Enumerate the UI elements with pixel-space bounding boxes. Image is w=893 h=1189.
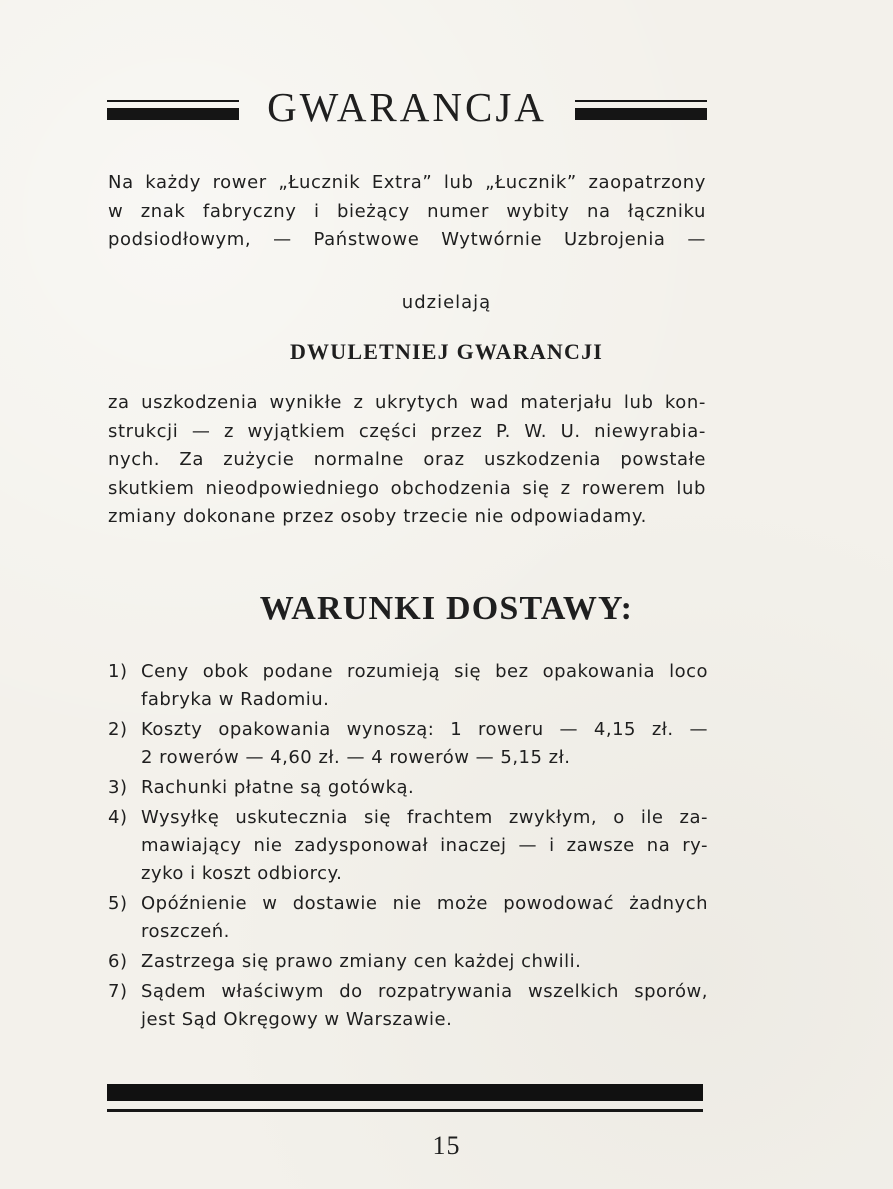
condition-number-7: 7) — [108, 981, 128, 1002]
condition-item-6 — [108, 948, 708, 976]
title-left-thin-rule — [107, 100, 239, 102]
warranty-line-1: za uszkodzenia wynikłe z ukrytych wad materjału lub kon- — [108, 392, 706, 413]
condition-number-6: 6) — [108, 951, 128, 972]
condition-number-1: 1) — [108, 661, 128, 682]
warranty-paragraph — [108, 389, 706, 531]
condition-2-line-1: Koszty opakowania wynoszą: 1 roweru — 4,15 zł. — — [141, 719, 708, 740]
condition-number-5: 5) — [108, 893, 128, 914]
condition-number-2: 2) — [108, 719, 128, 740]
intro-paragraph — [108, 169, 706, 255]
condition-item-5 — [108, 890, 708, 946]
title-right-thick-rule — [575, 108, 707, 120]
title-left-rule — [107, 100, 239, 122]
header-title-row — [107, 83, 707, 133]
page-title: GWARANCJA — [267, 84, 547, 130]
warranty-line-4: skutkiem nieodpowiedniego obchodzenia się z rowerem lub — [108, 477, 706, 499]
bottom-thin-rule — [107, 1109, 703, 1112]
condition-item-1 — [108, 658, 708, 714]
condition-number-4: 4) — [108, 807, 128, 828]
condition-5-line-2: roszczeń. — [141, 921, 230, 942]
warranty-subtitle: DWULETNIEJ GWARANCJI — [289, 339, 604, 364]
condition-4-line-2: mawiający nie zadysponował inaczej — i zawsze na ry- — [141, 835, 708, 856]
condition-1-line-2: fabryka w Radomiu. — [141, 689, 330, 710]
condition-3-line-1: Rachunki płatne są gotówką. — [141, 777, 415, 798]
condition-number-3: 3) — [108, 777, 128, 798]
bottom-rules — [107, 1084, 703, 1114]
condition-5-line-1: Opóźnienie w dostawie nie może powodować żadnych — [141, 893, 708, 914]
intro-line-2: w znak fabryczny i bieżący numer wybity na łączniku — [108, 200, 706, 222]
title-right-rule — [575, 100, 707, 122]
warranty-line-3: nych. Za zużycie normalne oraz uszkodzenia powstałe — [108, 449, 706, 470]
condition-4-line-1: Wysyłkę uskutecznia się frachtem zwykłym, o ile za- — [141, 807, 708, 828]
page-number: 15 — [432, 1131, 461, 1160]
center-word: udzielają — [401, 292, 492, 313]
condition-item-2 — [108, 716, 708, 772]
condition-item-3 — [108, 774, 708, 802]
condition-1-line-1: Ceny obok podane rozumieją się bez opakowania loco — [141, 661, 708, 682]
bottom-thick-rule — [107, 1084, 703, 1101]
warranty-line-5: zmiany dokonane przez osoby trzecie nie odpowiadamy. — [108, 506, 647, 527]
condition-7-line-2: jest Sąd Okręgowy w Warszawie. — [141, 1009, 453, 1030]
warranty-line-2: strukcji — z wyjątkiem części przez P. W. U. niewyrabia- — [108, 420, 706, 442]
intro-line-1: Na każdy rower „Łucznik Extra” lub „Łucznik” zaopatrzony — [108, 172, 706, 193]
condition-4-line-3: zyko i koszt odbiorcy. — [141, 863, 343, 884]
condition-2-line-2: 2 rowerów — 4,60 zł. — 4 rowerów — 5,15 zł. — [141, 747, 571, 768]
title-right-thin-rule — [575, 100, 707, 102]
conditions-list — [108, 658, 708, 1036]
conditions-title: WARUNKI DOSTAWY: — [259, 590, 634, 627]
condition-item-4 — [108, 804, 708, 888]
condition-7-line-1: Sądem właściwym do rozpatrywania wszelkich sporów, — [141, 981, 708, 1002]
condition-item-7 — [108, 978, 708, 1034]
title-left-thick-rule — [107, 108, 239, 120]
condition-6-line-1: Zastrzega się prawo zmiany cen każdej chwili. — [141, 951, 582, 972]
intro-line-3: podsiodłowym, — Państwowe Wytwórnie Uzbrojenia — — [108, 229, 706, 250]
